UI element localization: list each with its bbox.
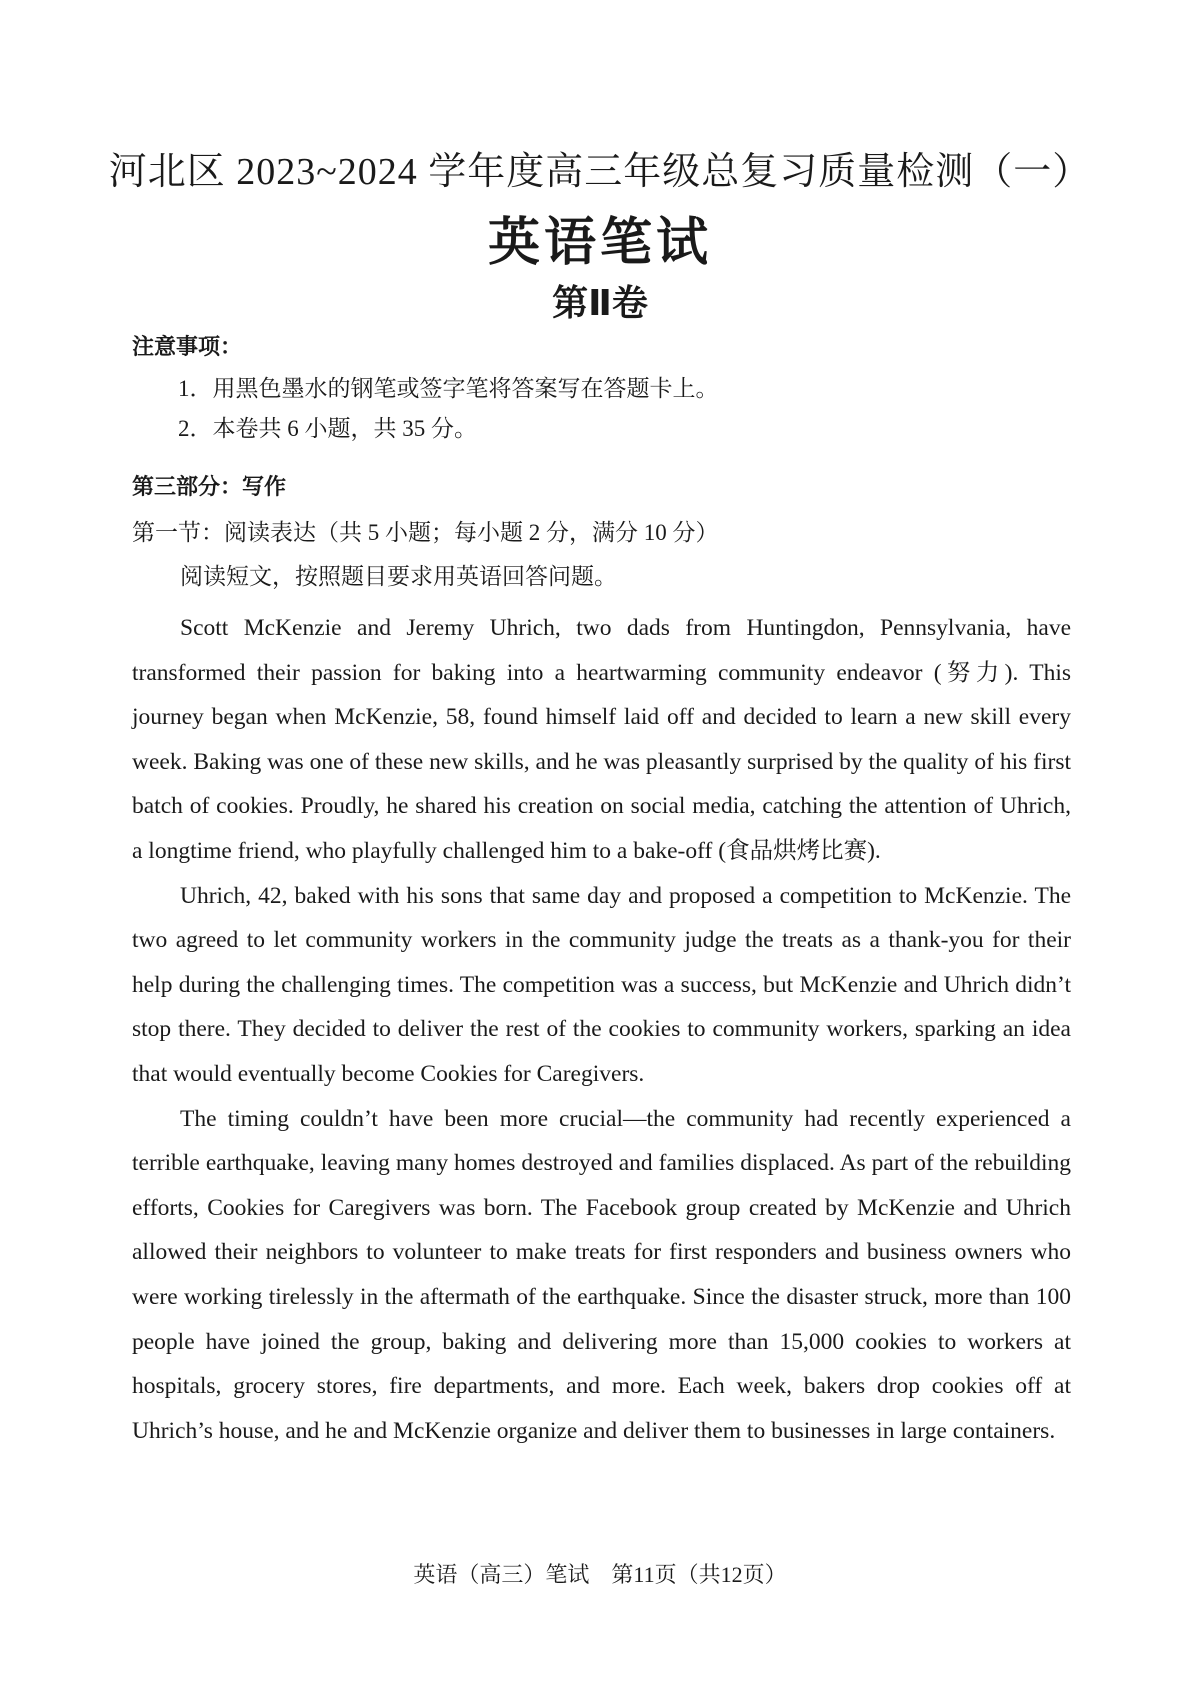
notice-item-1: 1．用黑色墨水的钢笔或签字笔将答案写在答题卡上。	[178, 376, 719, 401]
passage-paragraph-2: Uhrich, 42, baked with his sons that same day and proposed a competition to McKenzie. The two agreed to let community workers in the community judge the treats as a thank-you for their help during the challenging times. The competition was a success, but McKenzie and Uhrich didn’t stop there. They decided to deliver the rest of the cookies to community workers, sparking an idea that would eventually become Cookies for Caregivers.	[132, 882, 1071, 1087]
notice-item-2: 2．本卷共 6 小题，共 35 分。	[178, 416, 477, 441]
page-footer: 英语（高三）笔试 第11页（共12页）	[413, 1562, 787, 1587]
notice-heading: 注意事项：	[132, 335, 243, 360]
passage-paragraph-3: The timing couldn’t have been more crucial—the community had recently experienced a terrible earthquake, leaving many homes destroyed and families displaced. As part of the rebuilding efforts, Cookies for Caregivers was born. The Facebook group created by McKenzie and Uhrich allowed their neighbors to volunteer to make treats for first responders and business owners who were working tirelessly in the aftermath of the earthquake. Since the disaster struck, more than 100 people have joined the group, baking and delivering more than 15,000 cookies to workers at hospitals, grocery stores, fire departments, and more. Each week, bakers drop cookies off at Uhrich’s house, and he and McKenzie organize and deliver them to businesses in large containers.	[132, 1105, 1071, 1444]
exam-volume: 第Ⅱ卷	[552, 283, 648, 324]
reading-passage	[132, 606, 1071, 1453]
section-heading: 第三部分：写作	[132, 475, 287, 500]
exam-title: 河北区 2023~2024 学年度高三年级总复习质量检测（一）	[108, 151, 1092, 193]
passage-paragraph-1: Scott McKenzie and Jeremy Uhrich, two dads from Huntingdon, Pennsylvania, have transformed their passion for baking into a heartwarming community endeavor (努力). This journey began when McKenzie, 58, found himself laid off and decided to learn a new skill every week. Baking was one of these new skills, and he was pleasantly surprised by the quality of his first batch of cookies. Proudly, he shared his creation on social media, catching the attention of Uhrich, a longtime friend, who playfully challenged him to a bake-off (食品烘烤比赛).	[132, 615, 1071, 864]
subsection-heading: 第一节：阅读表达（共 5 小题；每小题 2 分，满分 10 分）	[132, 520, 719, 545]
exam-subject: 英语笔试	[487, 213, 712, 273]
reading-instruction: 阅读短文，按照题目要求用英语回答问题。	[180, 564, 617, 589]
